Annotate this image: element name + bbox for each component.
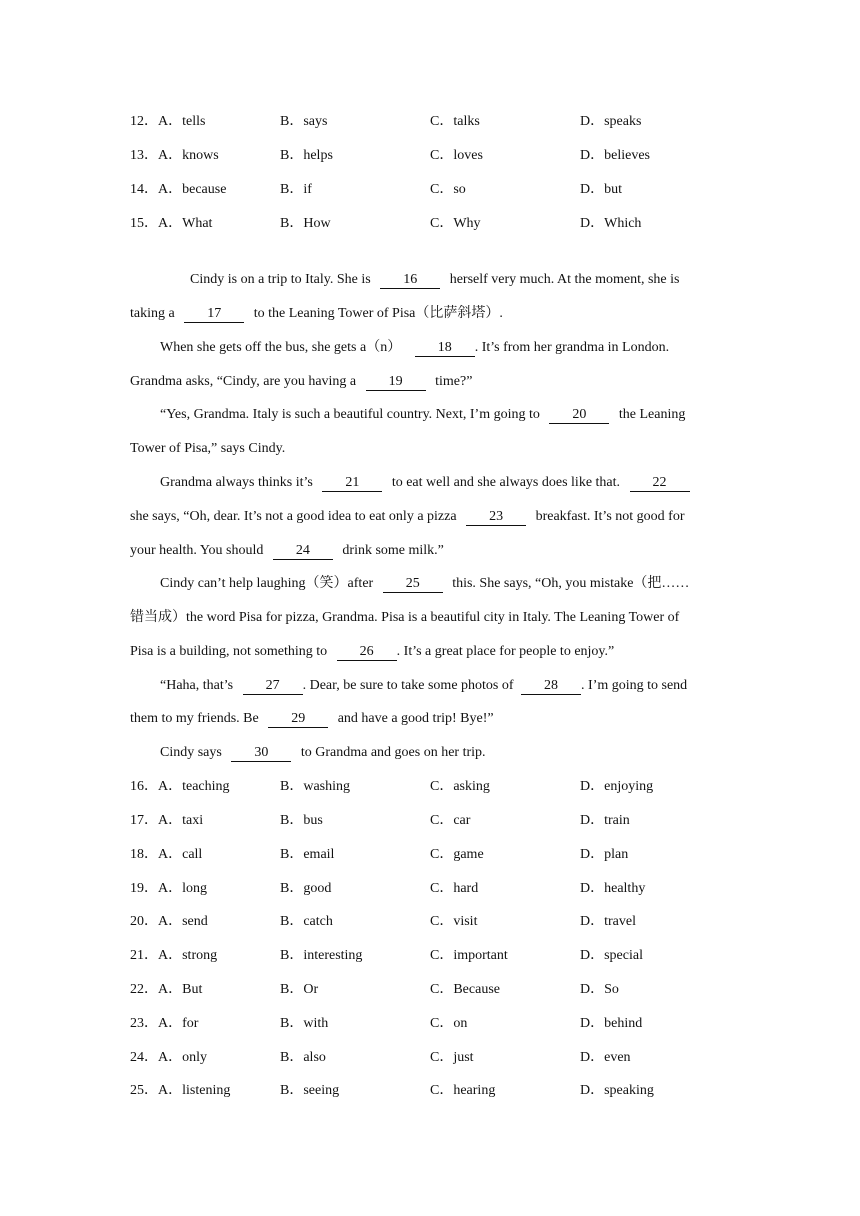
passage-line xyxy=(160,337,730,359)
option-b: B．seeing xyxy=(280,1083,340,1098)
passage-text: Grandma always thinks it’s xyxy=(160,475,313,490)
blank-20: 20 xyxy=(549,407,609,424)
option-d: D．speaking xyxy=(580,1083,654,1098)
option-d: D．plan xyxy=(580,847,629,862)
passage-text: drink some milk.” xyxy=(342,543,444,558)
option-a: 13．A．knows xyxy=(130,148,219,163)
passage-text: “Haha, that’s xyxy=(160,678,234,693)
blank-23: 23 xyxy=(466,509,526,526)
option-c: C．Because xyxy=(430,982,500,997)
passage-line xyxy=(160,573,730,595)
option-d: D．So xyxy=(580,982,619,997)
option-c: C．just xyxy=(430,1050,474,1065)
passage-text: to Grandma and goes on her trip. xyxy=(300,745,486,760)
option-d: D．healthy xyxy=(580,881,646,896)
blank-29: 29 xyxy=(268,711,328,728)
passage-text: . I’m going to send xyxy=(581,678,688,693)
option-c: C．asking xyxy=(430,779,490,794)
passage-line xyxy=(160,675,730,697)
option-a: 25．A．listening xyxy=(130,1083,231,1098)
option-b: B．How xyxy=(280,216,331,231)
question-row xyxy=(130,810,770,832)
question-row xyxy=(130,179,770,201)
option-b: B．catch xyxy=(280,914,333,929)
option-d: D．believes xyxy=(580,148,650,163)
option-c: C．Why xyxy=(430,216,481,231)
passage-line xyxy=(130,506,730,528)
passage-text: Cindy is on a trip to Italy. She is xyxy=(190,272,371,287)
question-row xyxy=(130,844,770,866)
option-a: 16．A．teaching xyxy=(130,779,230,794)
option-d: D．enjoying xyxy=(580,779,654,794)
option-b: B．also xyxy=(280,1050,326,1065)
passage-text: Grandma asks, “Cindy, are you having a xyxy=(130,374,357,389)
passage-line xyxy=(130,607,730,629)
passage-text: taking a xyxy=(130,306,175,321)
option-d: D．but xyxy=(580,182,622,197)
passage-text: . It’s from her grandma in London. xyxy=(474,340,670,355)
passage-text: 错当成）the word Pisa for pizza, Grandma. Pisa is a beautiful city in Italy. The Leaning Tower of xyxy=(130,610,680,625)
option-a: 14．A．because xyxy=(130,182,227,197)
question-row xyxy=(130,1047,770,1069)
option-c: C．car xyxy=(430,813,471,828)
passage-line xyxy=(130,641,730,663)
question-row xyxy=(130,979,770,1001)
option-c: C．hard xyxy=(430,881,479,896)
option-a: 17．A．taxi xyxy=(130,813,204,828)
option-c: C．hearing xyxy=(430,1083,496,1098)
option-b: B．washing xyxy=(280,779,350,794)
option-c: C．game xyxy=(430,847,484,862)
option-c: C．talks xyxy=(430,114,480,129)
option-a: 22．A．But xyxy=(130,982,203,997)
option-c: C．loves xyxy=(430,148,483,163)
passage-text: to eat well and she always does like that. xyxy=(391,475,621,490)
option-d: D．train xyxy=(580,813,630,828)
question-row xyxy=(130,878,770,900)
option-d: D．behind xyxy=(580,1016,643,1031)
option-b: B．helps xyxy=(280,148,333,163)
blank-16: 16 xyxy=(380,272,440,289)
option-d: D．Which xyxy=(580,216,642,231)
option-a: 18．A．call xyxy=(130,847,203,862)
passage-text: to the Leaning Tower of Pisa（比萨斜塔）. xyxy=(253,306,503,321)
question-row xyxy=(130,945,770,967)
option-c: C．so xyxy=(430,182,466,197)
question-row xyxy=(130,776,770,798)
option-d: D．special xyxy=(580,948,643,963)
passage-text: “Yes, Grandma. Italy is such a beautiful country. Next, I’m going to xyxy=(160,407,540,422)
passage-line xyxy=(130,540,730,562)
passage-text: Pisa is a building, not something to xyxy=(130,644,328,659)
option-a: 21．A．strong xyxy=(130,948,218,963)
blank-18: 18 xyxy=(415,340,475,357)
question-row xyxy=(130,111,770,133)
option-c: C．important xyxy=(430,948,508,963)
passage-text: Cindy can’t help laughing（笑）after xyxy=(160,576,374,591)
passage-text: . It’s a great place for people to enjoy.” xyxy=(396,644,615,659)
option-b: B．if xyxy=(280,182,312,197)
blank-19: 19 xyxy=(366,374,426,391)
option-a: 19．A．long xyxy=(130,881,207,896)
blank-28: 28 xyxy=(521,678,581,695)
passage-line xyxy=(130,303,730,325)
passage-text: this. She says, “Oh, you mistake（把…… xyxy=(452,576,690,591)
question-row xyxy=(130,1013,770,1035)
option-a: 20．A．send xyxy=(130,914,208,929)
passage-text: and have a good trip! Bye!” xyxy=(337,711,494,726)
question-row xyxy=(130,145,770,167)
passage-text: Cindy says xyxy=(160,745,222,760)
passage-line xyxy=(160,404,730,426)
option-a: 24．A．only xyxy=(130,1050,207,1065)
option-d: D．even xyxy=(580,1050,631,1065)
option-b: B．interesting xyxy=(280,948,363,963)
passage-line xyxy=(130,438,730,460)
blank-27: 27 xyxy=(243,678,303,695)
passage-text: she says, “Oh, dear. It’s not a good idea to eat only a pizza xyxy=(130,509,457,524)
option-b: B．with xyxy=(280,1016,329,1031)
question-row xyxy=(130,213,770,235)
passage-line xyxy=(190,269,730,291)
passage-text: herself very much. At the moment, she is xyxy=(449,272,680,287)
option-a: 23．A．for xyxy=(130,1016,199,1031)
passage-text: Tower of Pisa,” says Cindy. xyxy=(130,441,286,456)
passage-line xyxy=(160,472,730,494)
blank-22: 22 xyxy=(630,475,690,492)
option-b: B．good xyxy=(280,881,332,896)
blank-25: 25 xyxy=(383,576,443,593)
passage-line xyxy=(130,371,730,393)
passage-text: When she gets off the bus, she gets a（n） xyxy=(160,340,402,355)
option-b: B．Or xyxy=(280,982,319,997)
passage-line xyxy=(130,708,730,730)
option-d: D．speaks xyxy=(580,114,642,129)
question-row xyxy=(130,911,770,933)
option-b: B．says xyxy=(280,114,328,129)
passage-text: breakfast. It’s not good for xyxy=(535,509,685,524)
option-b: B．email xyxy=(280,847,335,862)
blank-21: 21 xyxy=(322,475,382,492)
passage-text: . Dear, be sure to take some photos of xyxy=(302,678,514,693)
blank-24: 24 xyxy=(273,543,333,560)
blank-26: 26 xyxy=(337,644,397,661)
passage-text: them to my friends. Be xyxy=(130,711,259,726)
option-a: 15．A．What xyxy=(130,216,213,231)
question-row xyxy=(130,1080,770,1102)
passage-text: your health. You should xyxy=(130,543,264,558)
option-c: C．on xyxy=(430,1016,468,1031)
option-d: D．travel xyxy=(580,914,636,929)
option-b: B．bus xyxy=(280,813,323,828)
passage-text: time?” xyxy=(435,374,473,389)
passage-text: the Leaning xyxy=(618,407,686,422)
option-a: 12．A．tells xyxy=(130,114,206,129)
passage-line xyxy=(160,742,730,764)
blank-17: 17 xyxy=(184,306,244,323)
option-c: C．visit xyxy=(430,914,478,929)
blank-30: 30 xyxy=(231,745,291,762)
